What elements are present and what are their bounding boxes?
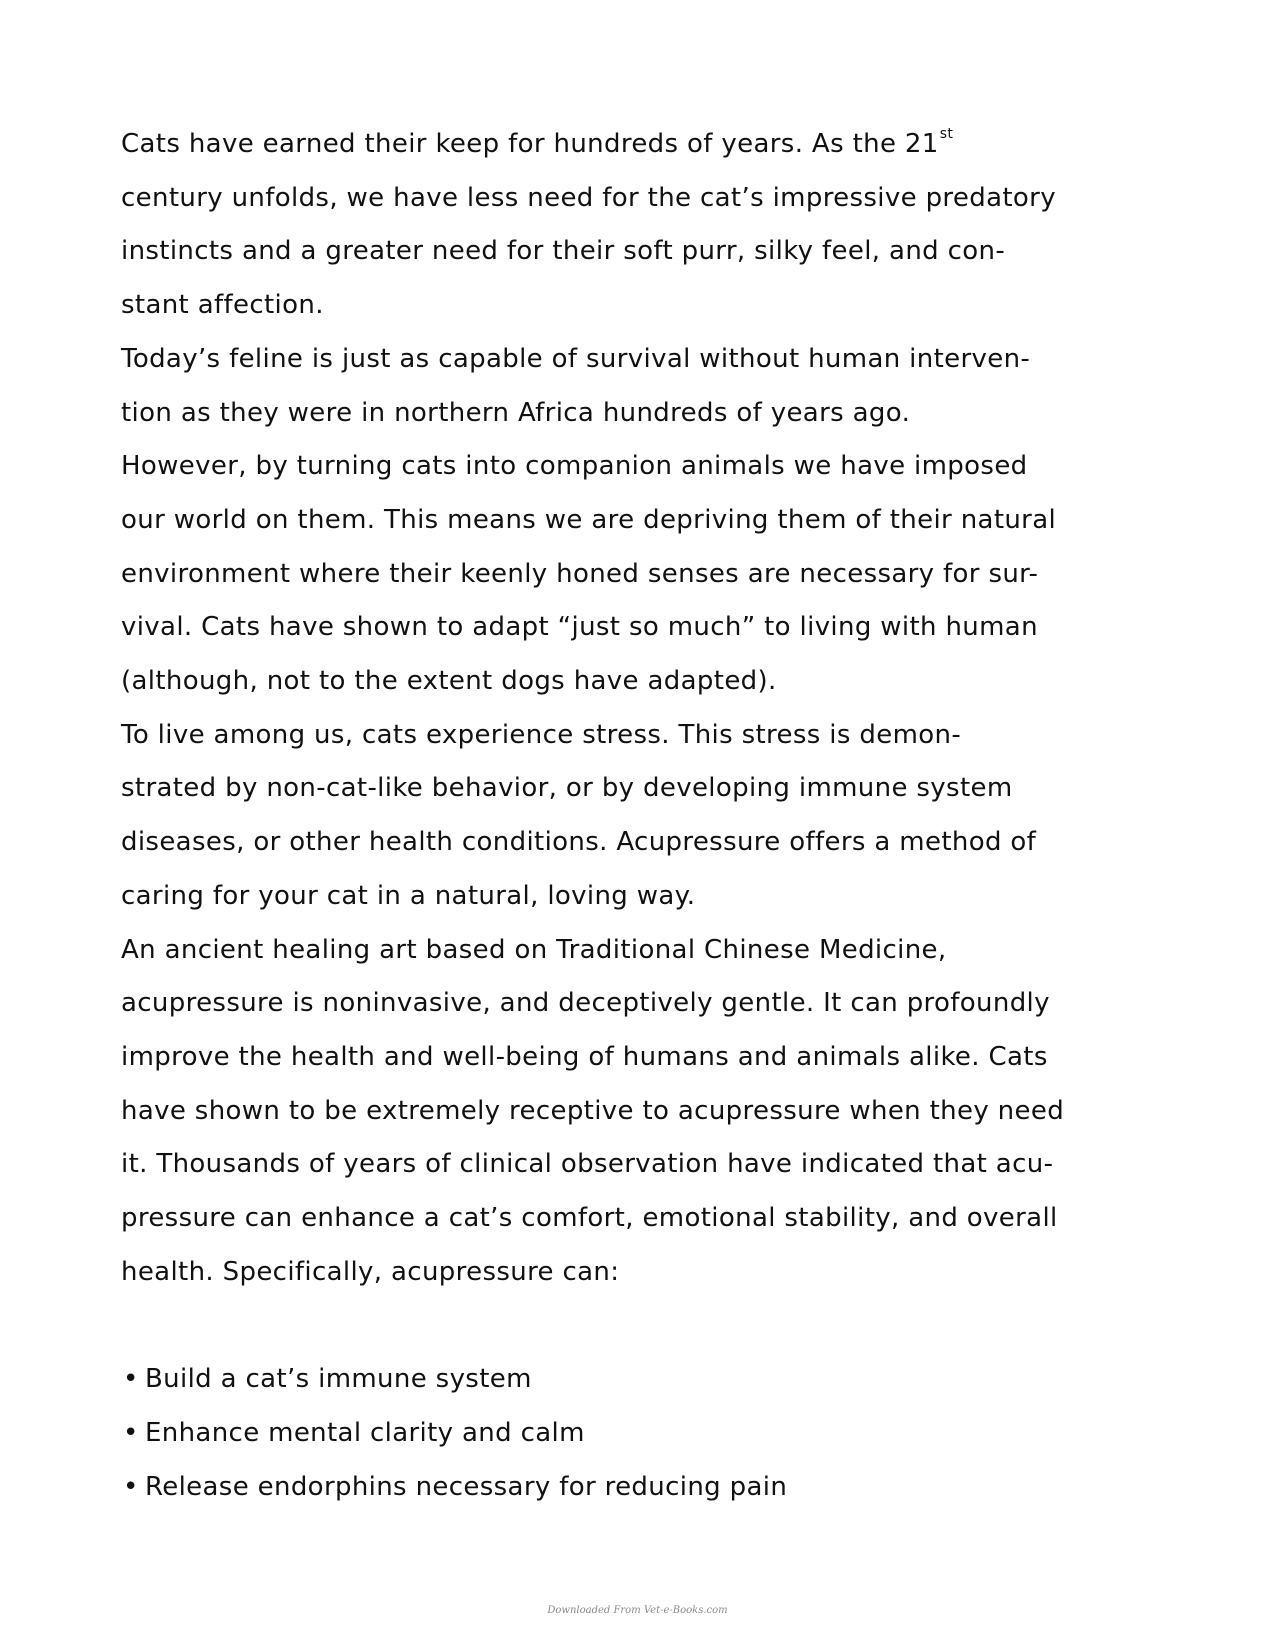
list-item-text: Release endorphins necessary for reducing pain <box>145 1471 788 1502</box>
paragraph-line: (although, not to the extent dogs have adapted). <box>121 666 777 697</box>
paragraph-line: instincts and a greater need for their soft purr, silky feel, and con- <box>121 236 1006 267</box>
paragraph-4 <box>93 709 1183 924</box>
paragraph-line: diseases, or other health conditions. Acupressure offers a method of <box>121 827 1037 858</box>
paragraph-line: Cats have earned their keep for hundreds of years. As the 21st <box>121 126 954 159</box>
paragraph-line: However, by turning cats into companion animals we have imposed <box>121 451 1028 482</box>
list-item <box>123 1353 1183 1407</box>
paragraph-line: Today’s feline is just as capable of survival without human interven- <box>121 343 1031 374</box>
list-item <box>123 1461 1183 1515</box>
paragraph-line: have shown to be extremely receptive to acupressure when they need <box>121 1095 1065 1126</box>
paragraph-line: our world on them. This means we are depriving them of their natural <box>121 504 1057 535</box>
page-body <box>93 118 1183 1515</box>
paragraph-line: tion as they were in northern Africa hundreds of years ago. <box>121 397 911 428</box>
benefits-list <box>93 1353 1183 1514</box>
paragraph-line: To live among us, cats experience stress. This stress is demon- <box>121 719 962 750</box>
paragraph-5 <box>93 924 1183 1300</box>
footer-watermark: Downloaded From Vet-e-Books.com <box>547 1605 728 1616</box>
paragraph-3 <box>93 440 1183 709</box>
paragraph-1 <box>93 118 1183 333</box>
list-item <box>123 1407 1183 1461</box>
paragraph-line: pressure can enhance a cat’s comfort, emotional stability, and overall <box>121 1203 1058 1234</box>
paragraph-line: it. Thousands of years of clinical observation have indicated that acu- <box>121 1149 1054 1180</box>
paragraph-line: strated by non-cat-like behavior, or by developing immune system <box>121 773 1013 804</box>
paragraph-line: stant affection. <box>121 290 324 321</box>
list-item-text: Enhance mental clarity and calm <box>145 1418 585 1449</box>
paragraph-line: caring for your cat in a natural, loving way. <box>121 880 696 911</box>
paragraph-line: century unfolds, we have less need for the cat’s impressive predatory <box>121 182 1056 213</box>
paragraph-2 <box>93 333 1183 440</box>
bullet-icon: • <box>123 1364 139 1395</box>
bullet-icon: • <box>123 1471 139 1502</box>
ordinal-superscript: st <box>939 126 954 143</box>
bullet-icon: • <box>123 1418 139 1449</box>
list-item-text: Build a cat’s immune system <box>145 1364 532 1395</box>
paragraph-line: improve the health and well-being of humans and animals alike. Cats <box>121 1041 1048 1072</box>
paragraph-line: environment where their keenly honed senses are necessary for sur- <box>121 558 1039 589</box>
paragraph-line: acupressure is noninvasive, and deceptively gentle. It can profoundly <box>121 988 1050 1019</box>
paragraph-line: vival. Cats have shown to adapt “just so much” to living with human <box>121 612 1038 643</box>
paragraph-line: health. Specifically, acupressure can: <box>121 1256 620 1287</box>
paragraph-line: An ancient healing art based on Traditional Chinese Medicine, <box>121 934 947 965</box>
